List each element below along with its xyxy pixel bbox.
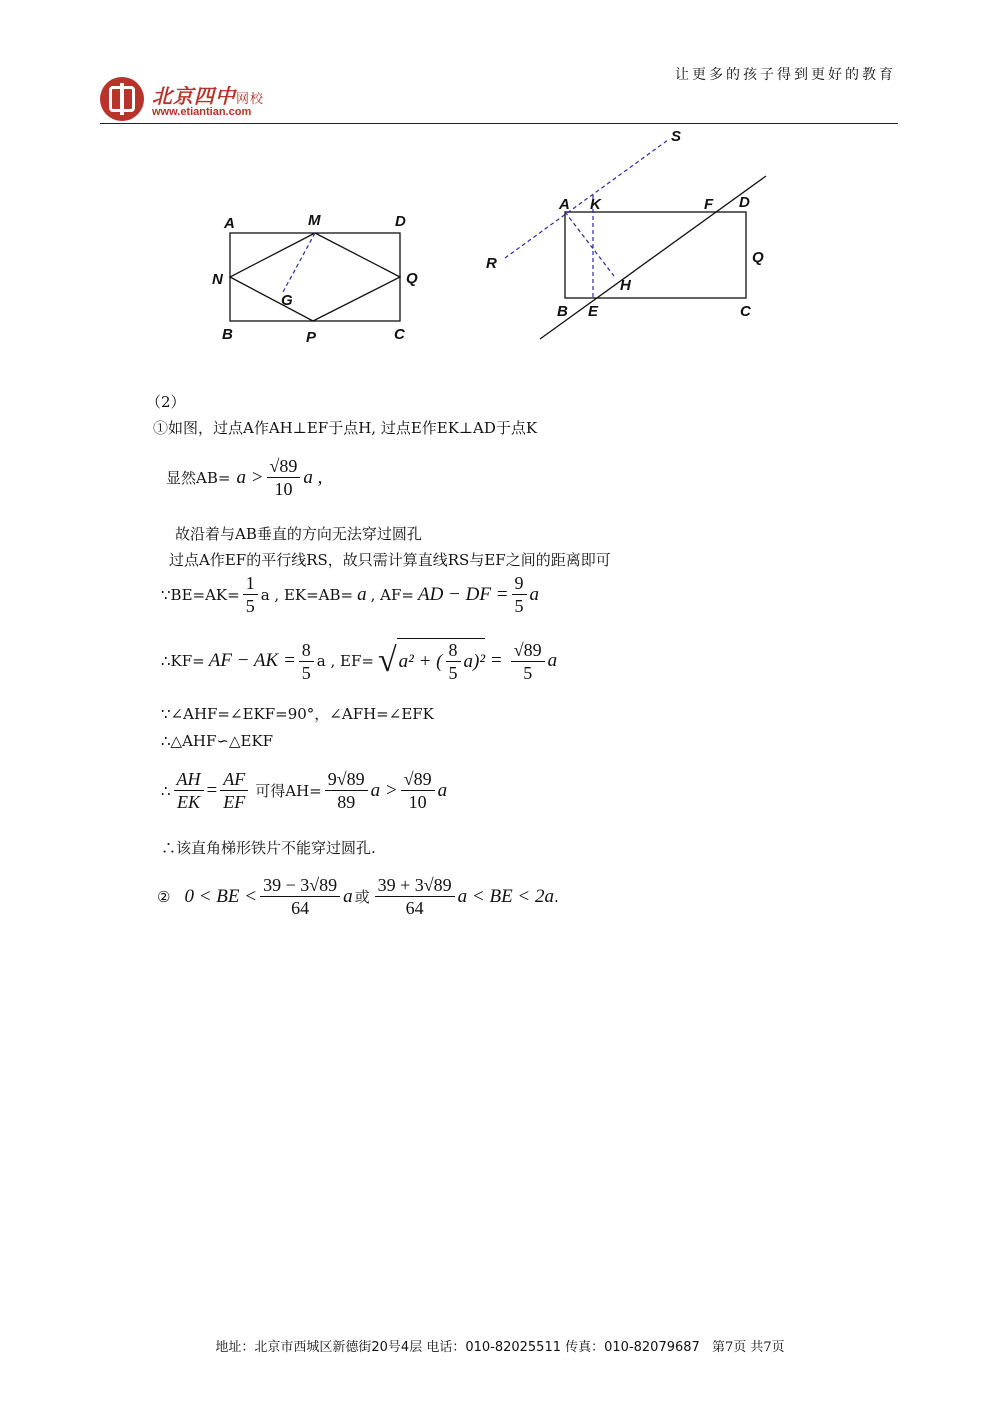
footer-page: 第7页 共7页 [711, 1340, 785, 1355]
slogan: 让更多的孩子得到更好的教育 [675, 67, 896, 83]
label-D2: D [739, 194, 750, 211]
label-A: A [224, 215, 235, 232]
logo-name: 北京四中网校 [152, 84, 265, 108]
label-Q2: Q [752, 249, 764, 266]
line-6: ∴KF= AF − AK = $\frac{8}{5}$ a , EF= √ a² + ( $\frac{8}{5}$ a)² = $\frac{√89}{5}$ a [161, 639, 558, 683]
label-R: R [486, 255, 497, 272]
line-3: 故沿着与AB垂直的方向无法穿过圆孔 [175, 525, 422, 543]
figure-rhombus-in-rectangle [230, 233, 400, 321]
line-10: ∴该直角梯形铁片不能穿过圆孔. [161, 839, 376, 857]
label-B2: B [557, 303, 568, 320]
figure-rectangle-with-lines [540, 176, 766, 339]
label-G: G [281, 292, 293, 309]
part-label: （2） [146, 393, 186, 411]
label-Q: Q [406, 270, 418, 287]
line-4: 过点A作EF的平行线RS，故只需计算直线RS与EF之间的距离即可 [169, 551, 611, 569]
logo-emblem-icon [100, 77, 144, 121]
label-H: H [620, 277, 631, 294]
label-D: D [395, 213, 406, 230]
label-A2: A [559, 196, 570, 213]
line-11: ② 0 < BE < $\frac{39 - 3√89}{64}$ a 或 $\frac{39 + 3√89}{64}$ a < BE < 2a . [157, 875, 559, 918]
label-N: N [212, 271, 223, 288]
line-5: ∵BE=AK= $\frac{1}{5}$ a , EK=AB= a , AF= AD − DF = $\frac{9}{5}$ a [161, 573, 540, 616]
label-P: P [306, 329, 317, 346]
line-8: ∴△AHF∽△EKF [161, 732, 274, 750]
line-1: ①如图，过点A作AH⊥EF于点H, 过点E作EK⊥AD于点K [153, 419, 538, 437]
line-9: ∴ $\frac{AH}{EK}$ = $\frac{AF}{EF}$ 可得AH= $\frac{9√89}{89}$ a > $\frac{√89}{10}$ a [161, 769, 448, 812]
logo-url: www.etiantian.com [152, 106, 252, 118]
line-7: ∵∠AHF=∠EKF=90°，∠AFH=∠EFK [161, 705, 434, 723]
footer-address: 地址：北京市西城区新德街20号4层 电话：010-82025511 传真：010-82079687 [215, 1340, 700, 1355]
label-S: S [671, 128, 682, 145]
label-C: C [394, 326, 405, 343]
label-B: B [222, 326, 233, 343]
line-2: 显然AB= a > $\frac{√89}{10}$ a , [166, 456, 323, 499]
geometry-figures [0, 120, 1000, 350]
label-F: F [704, 196, 714, 213]
label-C2: C [740, 303, 751, 320]
label-M: M [308, 212, 321, 229]
label-E: E [588, 303, 599, 320]
label-K: K [590, 196, 601, 213]
footer [0, 1336, 1000, 1355]
